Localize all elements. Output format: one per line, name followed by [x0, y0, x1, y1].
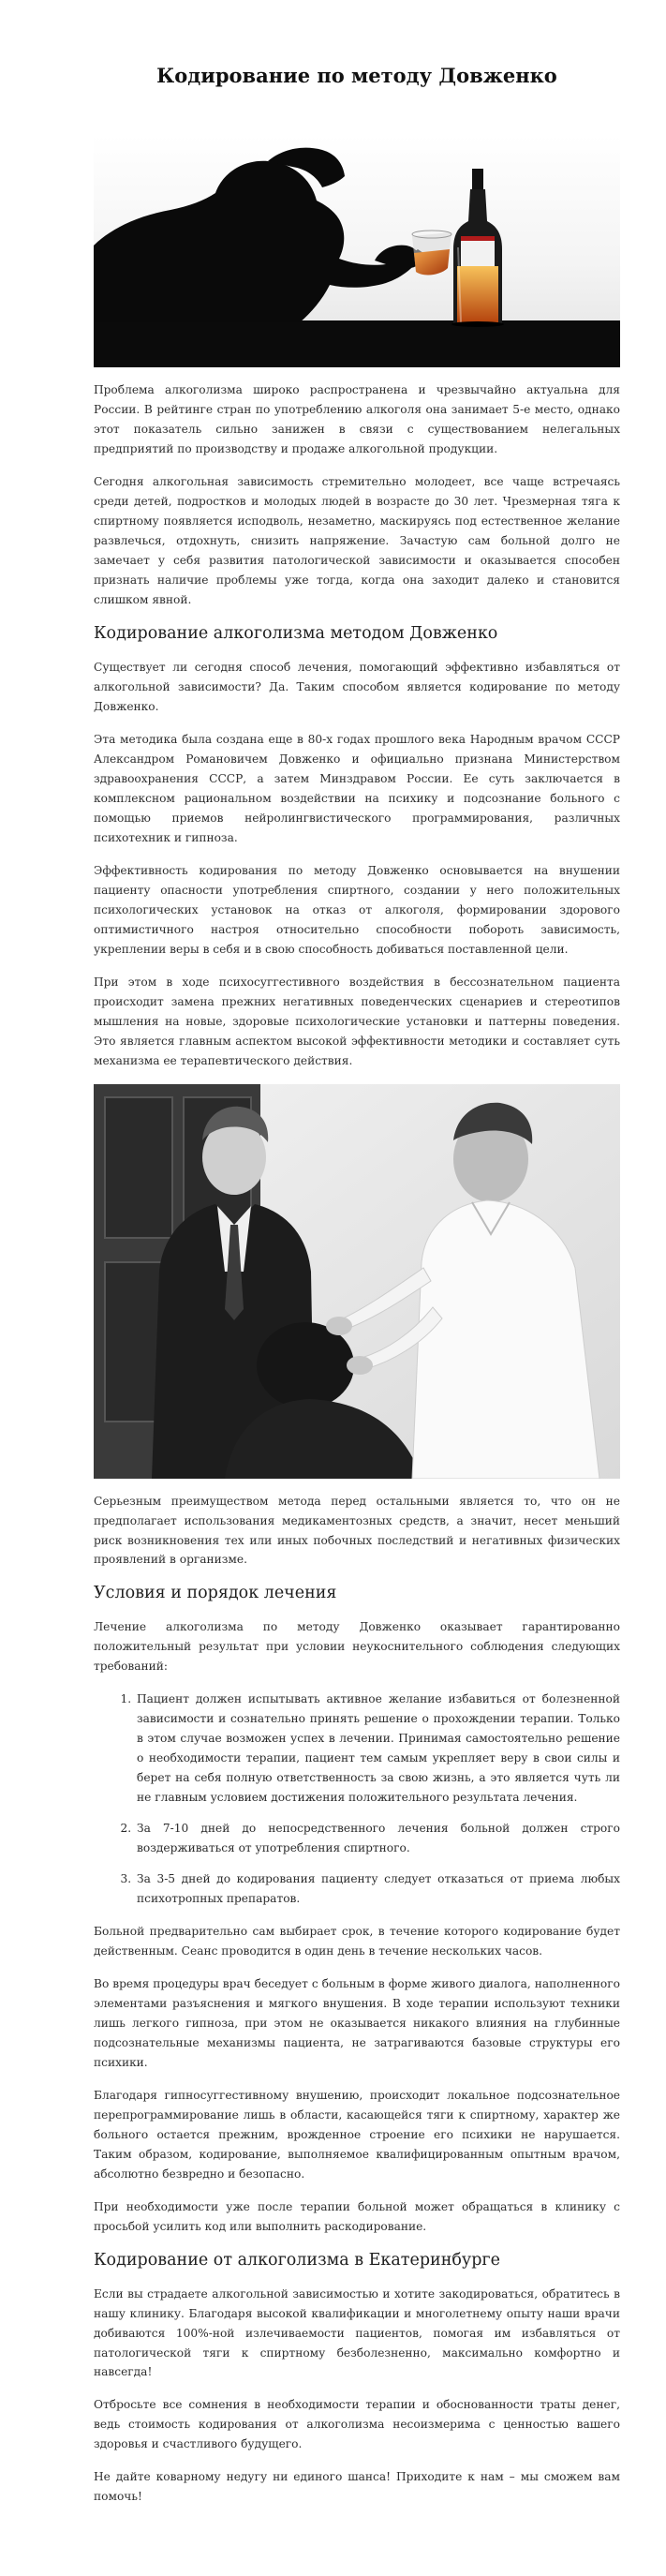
section-paragraph: Не дайте коварному недугу ни единого шанса! Приходите к нам – мы сможем вам помочь!	[94, 2470, 620, 2504]
section-heading-ekaterinburg: Кодирование от алкоголизма в Екатеринбурге	[94, 2250, 500, 2270]
dovzhenko-treatment-photo	[94, 1084, 620, 1479]
list-item: 1. Пациент должен испытывать активное желание избавиться от болезненной зависимости и сознательно принять решение о прохождении терапии. Только в этом случае возможен успех в лечении. Принимая самостоятельно решение о необходимости терапии, пациент тем самым укрепляет веру в свои силы и берет на себя полную ответственность за свою жизнь, а это является чуть ли не главным условием достижения положительного результата лечения.	[135, 1690, 620, 1808]
section-paragraph: Если вы страдаете алкогольной зависимостью и хотите закодироваться, обратитесь в нашу клинику. Благодаря высокой квалификации и многолетнему опыту наши врачи добиваются 100%-ной излечиваемости пациентов, помогая им избавляться от патологической тяги к спиртному безболезненно, максимально комфортно и навсегда!	[94, 2286, 620, 2379]
section-paragraph: Существует ли сегодня способ лечения, помогающий эффективно избавляться от алкогольной зависимости? Да. Таким способом является кодирование по методу Довженко.	[94, 660, 620, 713]
section-paragraph: Лечение алкоголизма по методу Довженко оказывает гарантированно положительный результат при условии неукоснительного соблюдения следующих требований:	[94, 1620, 620, 1674]
section-paragraph: Эффективность кодирования по методу Довженко основывается на внушении пациенту опасности употребления спиртного, создании у него положительных психологических установок на отказ от алкоголя, формировании здорового оптимистичного настроя относительно способности побороть зависимость, укреплении веры в себя и в свою способность добиваться поставленной цели.	[94, 863, 620, 956]
section-paragraph: При необходимости уже после терапии больной может обращаться в клинику с просьбой усилить код или выполнить раскодирование.	[94, 2199, 620, 2233]
page-title: Кодирование по методу Довженко	[156, 64, 557, 87]
list-item: 3. За 3-5 дней до кодирования пациенту следует отказаться от приема любых психотропных препаратов.	[135, 1869, 620, 1909]
hero-image	[94, 135, 620, 367]
section-paragraph: Во время процедуры врач беседует с больным в форме живого диалога, наполненного элементами разъяснения и мягкого внушения. В ходе терапии используют техники лишь легкого гипноза, при этом не оказывается никакого влияния на глубинные подсознательные механизмы пациента, не затрагиваются базовые структуры его психики.	[94, 1976, 620, 2069]
requirements-list	[94, 1690, 620, 1909]
intro-paragraph: Сегодня алкогольная зависимость стремительно молодеет, все чаще встречаясь среди детей, подростков и молодых людей в возрасте до 30 лет. Чрезмерная тяга к спиртному появляется исподволь, незаметно, маскируясь под естественное желание развлечься, отдохнуть, снизить напряжение. Зачастую сам больной долго не замечает у себя развития патологической зависимости и оказывается способен признать наличие проблемы уже тогда, когда она заходит далеко и становится слишком явной.	[94, 475, 620, 607]
alcoholism-silhouette-photo	[94, 135, 620, 367]
section-heading-conditions: Условия и порядок лечения	[94, 1584, 337, 1603]
intro-paragraph: Проблема алкоголизма широко распространена и чрезвычайно актуальна для России. В рейтинге стран по употреблению алкоголя она занимает 5-е место, однако этот показатель сильно занижен в связи с существованием нелегальных предприятий по производству и продаже алкогольной продукции.	[94, 383, 620, 456]
section-paragraph: При этом в ходе психосуггестивного воздействия в бессознательном пациента происходит замена прежних негативных поведенческих сценариев и стереотипов мышления на новые, здоровые психологические установки и паттерны поведения. Это является главным аспектом высокой эффективности методики и составляет суть механизма ее терапевтического действия.	[94, 975, 620, 1067]
section-paragraph: Больной предварительно сам выбирает срок, в течение которого кодирование будет действенным. Сеанс проводится в один день в течение нескольких часов.	[94, 1925, 620, 1958]
section-paragraph: Отбросьте все сомнения в необходимости терапии и обоснованности траты денег, ведь стоимость кодирования от алкоголизма несоизмерима с ценностью вашего здоровья и счастливого будущего.	[94, 2398, 620, 2451]
section-paragraph: Серьезным преимуществом метода перед остальными является то, что он не предполагает использования медикаментозных средств, а значит, несет меньший риск возникновения тех или иных побочных последствий и негативных физических проявлений в организме.	[94, 1494, 620, 1567]
section-paragraph: Эта методика была создана еще в 80-х годах прошлого века Народным врачом СССР Александром Романовичем Довженко и официально признана Министерством здравоохранения СССР, а затем Минздравом России. Ее суть заключается в комплексном рациональном воздействии на психику и подсознание больного с помощью приемов нейролингвистического программирования, различных психотехник и гипноза.	[94, 732, 620, 844]
dovzhenko-image	[94, 1084, 620, 1479]
section-paragraph: Благодаря гипносуггестивному внушению, происходит локальное подсознательное перепрограммирование лишь в области, касающейся тяги к спиртному, характер же больного остается прежним, врожденное строение его психики не нарушается. Таким образом, кодирование, выполняемое квалифицированным опытным врачом, абсолютно безвредно и безопасно.	[94, 2088, 620, 2181]
list-item: 2. За 7-10 дней до непосредственного лечения больной должен строго воздерживаться от употребления спиртного.	[135, 1819, 620, 1858]
section-heading-method: Кодирование алкоголизма методом Довженко	[94, 624, 498, 644]
